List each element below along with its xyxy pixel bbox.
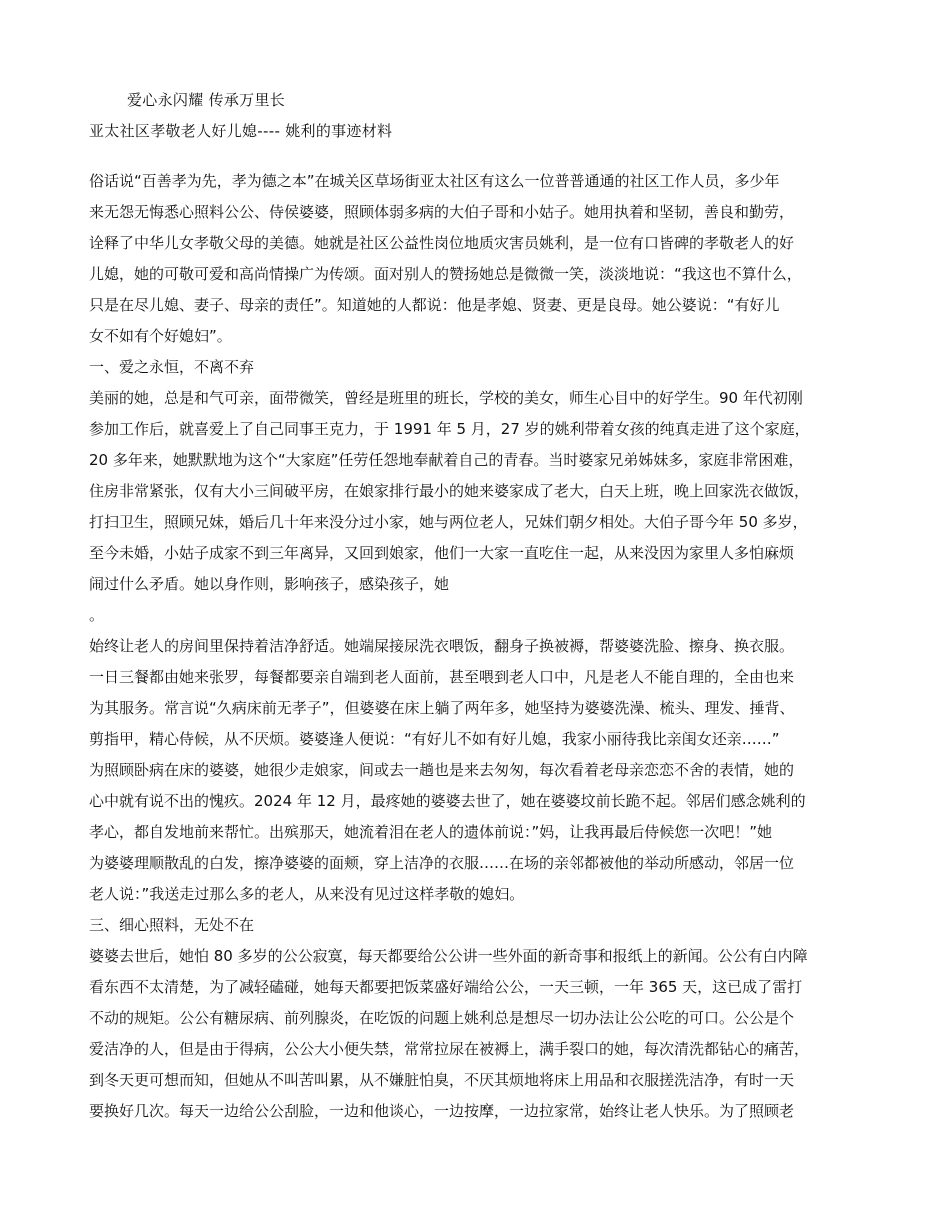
document-body	[89, 166, 871, 1127]
text-line: 看东西不太清楚，为了减轻磕碰，她每天都要把饭菜盛好端给公公，一天三顿，一年 365 天，这已成了雷打	[89, 978, 803, 996]
text-line: 只是在尽儿媳、妻子、母亲的责任”。知道她的人都说：他是孝媳、贤妻、更是良母。她公婆说：“有好儿	[89, 296, 780, 314]
text-line: 始终让老人的房间里保持着洁净舒适。她端屎接尿洗衣喂饭，翻身子换被褥，帮婆婆洗脸、擦身、换衣服。	[89, 637, 795, 655]
text-line: 儿媳，她的可敬可爱和高尚情操广为传颂。面对别人的赞扬她总是微微一笑，淡淡地说：“我这也不算什么，	[89, 265, 802, 283]
text-line: 婆婆去世后，她怕 80 多岁的公公寂寞，每天都要给公公讲一些外面的新奇事和报纸上的新闻。公公有白内障	[89, 947, 808, 965]
text-line: 要换好几次。每天一边给公公刮脸，一边和他谈心，一边按摩，一边拉家常，始终让老人快乐。为了照顾老	[89, 1102, 795, 1120]
text-line: 心中就有说不出的愧疚。2024 年 12 月，最疼她的婆婆去世了，她在婆婆坟前长跪不起。邻居们感念姚利的	[89, 792, 806, 810]
text-line: 剪指甲，精心侍候，从不厌烦。婆婆逢人便说：“有好儿不如有好儿媳，我家小丽待我比亲闺女还亲……”	[89, 730, 780, 748]
text-line: 女不如有个好媳妇”。	[89, 327, 232, 345]
text-line: 参加工作后，就喜爱上了自己同事王克力，于 1991 年 5 月，27 岁的姚利带着女孩的纯真走进了这个家庭，	[89, 420, 810, 438]
text-line: 俗话说“百善孝为先，孝为德之本”在城关区草场街亚太社区有这么一位普普通通的社区工作人员，多少年	[89, 172, 780, 190]
text-line: 到冬天更可想而知，但她从不叫苦叫累，从不嫌脏怕臭，不厌其烦地将床上用品和衣服搓洗洁净，有时一天	[89, 1071, 795, 1089]
text-line: 为照顾卧病在床的婆婆，她很少走娘家，间或去一趟也是来去匆匆，每次看着老母亲恋恋不舍的表情，她的	[89, 761, 795, 779]
text-line: 打扫卫生，照顾兄妹，婚后几十年来没分过小家，她与两位老人，兄妹们朝夕相处。大伯子哥今年 50 多岁，	[89, 513, 808, 531]
document-title: 爱心永闪耀 传承万里长	[127, 91, 286, 109]
text-line: 。	[89, 606, 105, 624]
text-line: 至今未婚，小姑子成家不到三年离异，又回到娘家，他们一大家一直吃住一起，从来没因为家里人多怕麻烦	[89, 544, 795, 562]
section-heading: 一、爱之永恒，不离不弃	[89, 358, 255, 376]
text-line: 为其服务。常言说“久病床前无孝子”，但婆婆在床上躺了两年多，她坚持为婆婆洗澡、梳头、理发、捶背、	[89, 699, 795, 717]
text-line: 住房非常紧张，仅有大小三间破平房，在娘家排行最小的她来婆家成了老大，白天上班，晚上回家洗衣做饭，	[89, 482, 810, 500]
text-line: 美丽的她，总是和气可亲，面带微笑，曾经是班里的班长，学校的美女，师生心目中的好学生。90 年代初刚	[89, 389, 803, 407]
text-line: 诠释了中华儿女孝敬父母的美德。她就是社区公益性岗位地质灾害员姚利，是一位有口皆碑的孝敬老人的好	[89, 234, 795, 252]
text-line: 不动的规矩。公公有糖尿病、前列腺炎，在吃饭的问题上姚利总是想尽一切办法让公公吃的可口。公公是个	[89, 1009, 795, 1027]
text-line: 为婆婆理顺散乱的白发，擦净婆婆的面颊，穿上洁净的衣服……在场的亲邻都被他的举动所感动，邻居一位	[89, 854, 795, 872]
document-subtitle: 亚太社区孝敬老人好儿媳---- 姚利的事迹材料	[89, 122, 393, 140]
section-heading: 三、细心照料，无处不在	[89, 916, 255, 934]
text-line: 闹过什么矛盾。她以身作则，影响孩子，感染孩子，她	[89, 575, 450, 593]
text-line: 20 多年来，她默默地为这个“大家庭”任劳任怨地奉献着自己的青春。当时婆家兄弟姊妹多，家庭非常困难，	[89, 451, 804, 469]
text-line: 老人说：”我送走过那么多的老人，从来没有见过这样孝敬的媳妇。	[89, 885, 525, 903]
text-line: 来无怨无悔悉心照料公公、侍侯婆婆，照顾体弱多病的大伯子哥和小姑子。她用执着和坚韧，善良和勤劳，	[89, 203, 795, 221]
text-line: 孝心，都自发地前来帮忙。出殡那天，她流着泪在老人的遗体前说：”妈，让我再最后侍候您一次吧！”她	[89, 823, 773, 841]
text-line: 爱洁净的人，但是由于得病，公公大小便失禁，常常拉尿在被褥上，满手裂口的她，每次清洗都钻心的痛苦，	[89, 1040, 810, 1058]
text-line: 一日三餐都由她来张罗，每餐都要亲自端到老人面前，甚至喂到老人口中，凡是老人不能自理的，全由也来	[89, 668, 795, 686]
